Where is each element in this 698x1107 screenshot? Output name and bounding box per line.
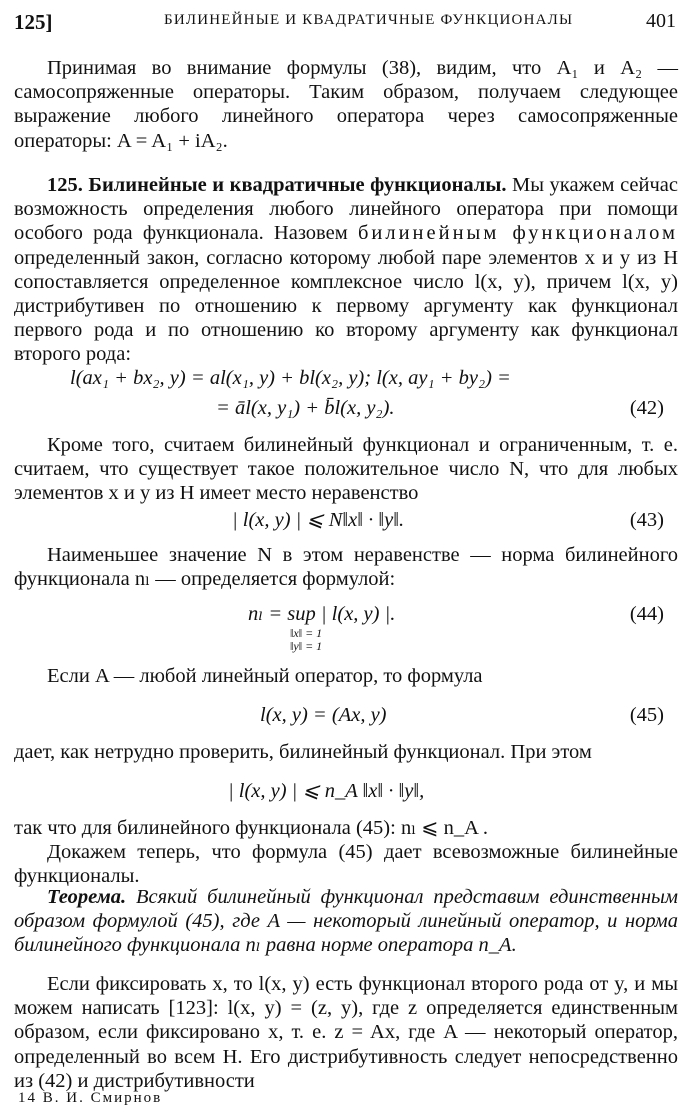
page-number: 401 (646, 10, 676, 32)
inequality-norm (14, 779, 678, 805)
paragraph-2-tail: определенный закон, согласно которому любой паре элементов x и y из H сопоставляется определенное комплексное число l(x, y), причем l(x, y) дистрибутивен по отношению к первому аргументу как функционал первого рода и по отношению ко второму аргументу как функционал второго рода: (14, 246, 678, 366)
equation-42-number: (42) (629, 397, 664, 419)
equation-42-text-2: = āl(x, y₁) + b̄l(x, y₂). (216, 397, 395, 419)
equation-44-text: nₗ = sup | l(x, y) |. (248, 603, 396, 625)
theorem-label: Теорема. (47, 886, 127, 908)
paragraph-3: Кроме того, считаем билинейный функционал и ограниченным, т. е. считаем, что существует такое положительное число N, что для любых элементов x и y из H имеет место неравенство (14, 434, 678, 505)
paragraph-4: Наименьшее значение N в этом неравенстве — норма билинейного функционала nₗ — определяется формулой: (14, 544, 678, 591)
equation-44 (14, 602, 678, 658)
signature-footer: 14 В. И. Смирнов (18, 1090, 163, 1106)
paragraph-7: так что для билинейного функционала (45): nₗ ⩽ n_A . (14, 817, 489, 839)
equation-42-line-1 (14, 366, 678, 392)
theorem-text: Всякий билинейный функционал представим единственным образом формулой (45), где A — некоторый линейный оператор, и норма билинейного функционала nₗ равна норме оператора n_A. (14, 886, 678, 957)
section-heading: 125. Билинейные и квадратичные функционалы. (47, 174, 507, 196)
theorem (14, 885, 678, 958)
equation-45-text: l(x, y) = (Ax, y) (260, 704, 387, 726)
equation-43 (14, 508, 678, 534)
equation-43-number: (43) (629, 509, 664, 531)
equation-44-constraint-y: ‖y‖ = 1 (290, 639, 323, 653)
paragraph-8: Докажем теперь, что формула (45) дает всевозможные билинейные функционалы. (14, 841, 678, 888)
running-title: БИЛИНЕЙНЫЕ И КВАДРАТИЧНЫЕ ФУНКЦИОНАЛЫ (164, 12, 574, 28)
paragraph-6: дает, как нетрудно проверить, билинейный функционал. При этом (14, 741, 592, 763)
inequality-norm-text: | l(x, y) | ⩽ n_A ‖x‖ · ‖y‖, (228, 780, 425, 802)
section-number: 125] (14, 10, 53, 34)
running-header (14, 6, 688, 40)
paragraph-2 (14, 173, 678, 367)
equation-44-number: (44) (629, 603, 664, 625)
defined-term: билинейным функционалом (357, 222, 678, 245)
paragraph-9: Если фиксировать x, то l(x, y) есть функционал второго рода от y, и мы можем написать [123]: l(x, y) = (z, y), где z определяется единственным образом, если фиксировано x, т. е. z = Ax, где A — некоторый оператор, определенный во всем H. Его дистрибутивность следует непосредственно из (42) и дистрибутивности (14, 973, 678, 1092)
equation-45 (14, 703, 678, 729)
paragraph-1: Принимая во внимание формулы (38), видим, что A₁ и A₂ — самосопряженные операторы. Таким образом, получаем следующее выражение любого линейного оператора через самосопряженные операторы: A = A₁ + iA₂. (14, 57, 678, 152)
equation-44-constraint-x: ‖x‖ = 1 (290, 626, 323, 640)
paragraph-2-text: Мы укажем сейчас возможность определения любого линейного оператора при помощи особого рода функционала. Назовем (14, 174, 678, 245)
paragraph-5: Если A — любой линейный оператор, то формула (47, 665, 483, 687)
equation-42-text-1: l(ax₁ + bx₂, y) = al(x₁, y) + bl(x₂, y); l(x, ay₁ + by₂) = (70, 367, 511, 389)
equation-45-number: (45) (629, 704, 664, 726)
equation-42-line-2 (14, 396, 678, 422)
equation-43-text: | l(x, y) | ⩽ N‖x‖ · ‖y‖. (232, 509, 405, 531)
